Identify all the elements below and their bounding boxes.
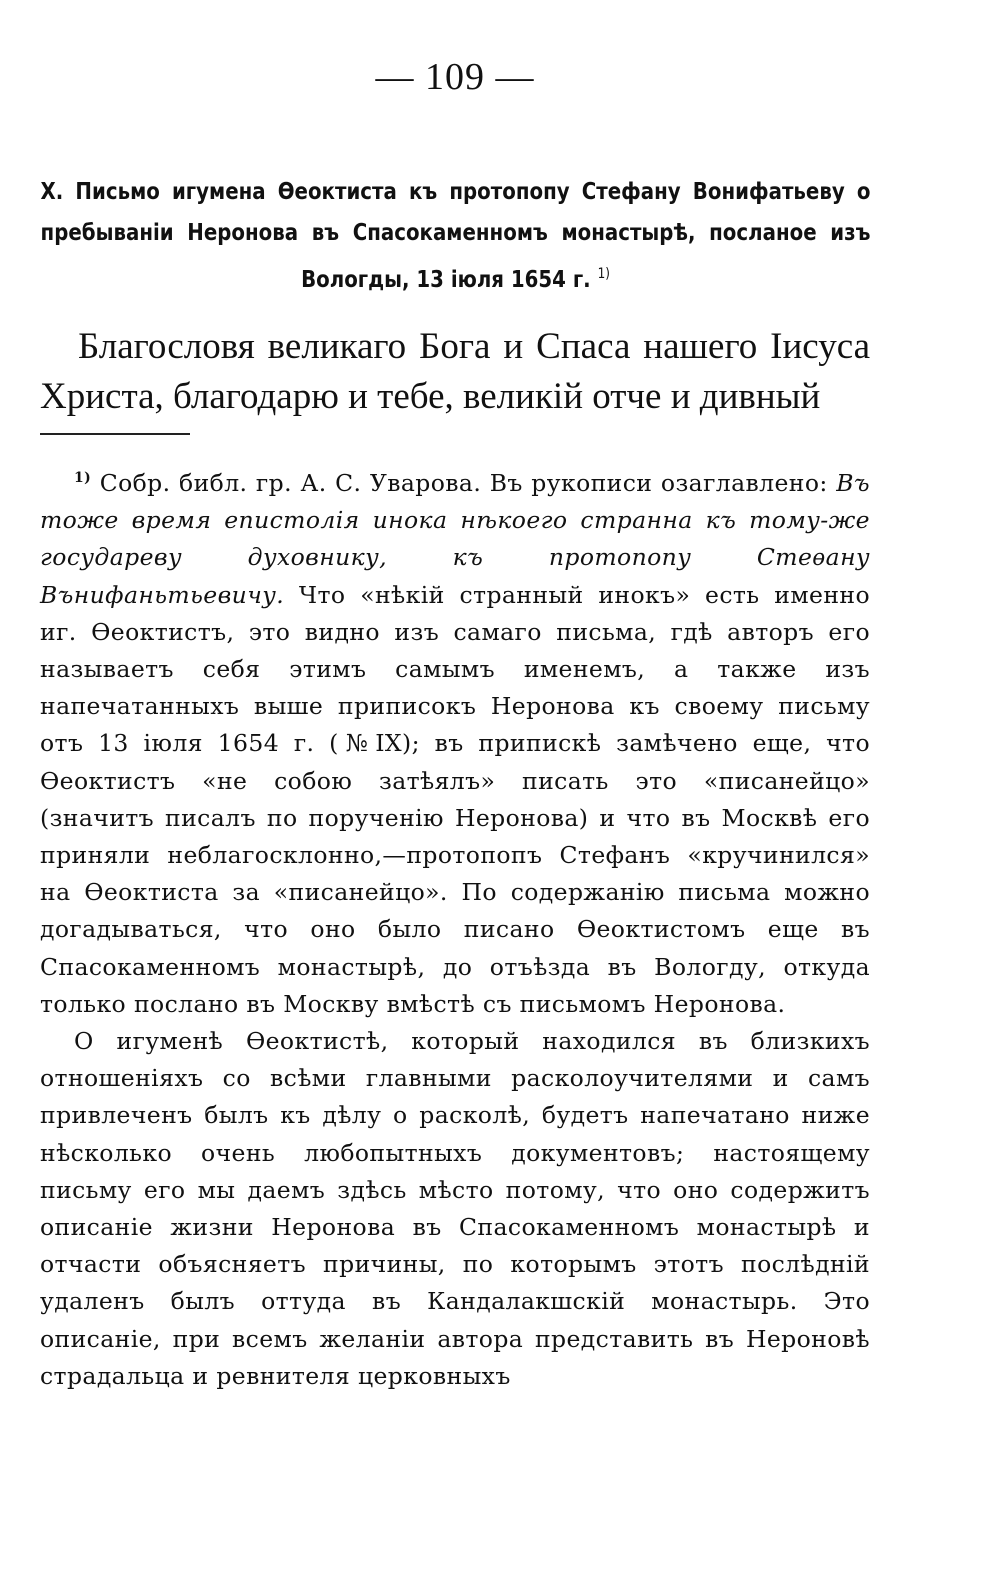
- body-paragraph: Благословя великаго Бога и Спаса нашего Іисуса Христа, благодарю и тебе, великій отче и дивный: [40, 326, 870, 417]
- footnote-text-rest: Что «нѣкій странный инокъ» есть именно иг. Ѳеоктистъ, это видно изъ самаго письма, гдѣ авторъ его называетъ себя этимъ самымъ именемъ, а также изъ напечатанныхъ выше приписокъ Неронова къ своему письму отъ 13 іюля 1654 г. (№IX); въ припискѣ замѣчено еще, что Ѳеоктистъ «не собою затѣялъ» писать это «писанейцо» (значитъ писалъ по порученію Неронова) и что въ Москвѣ его приняли неблагосклонно,—протопопъ Стефанъ «кручинился» на Ѳеоктиста за «писанейцо». По содержанію письма можно догадываться, что оно было писано Ѳеоктистомъ еще въ Спасокаменномъ монастырѣ, до отъѣзда въ Вологду, откуда только послано въ Москву вмѣстѣ съ письмомъ Неронова.: [40, 580, 870, 1018]
- section-heading: [41, 172, 871, 301]
- footnote-manuscript-title: Въ тоже время епистолія инока нѣкоего странна къ тому-же государеву духовнику, къ протопопу Стеѳану Вънифаньтьевичу.: [40, 469, 870, 609]
- footnote-mark: 1): [74, 470, 92, 486]
- footnote-paragraph-1: [40, 460, 870, 1023]
- heading-text: X. Письмо игумена Ѳеоктиста къ протопопу Стефану Вонифатьеву о пребываніи Неронова въ Спасокаменномъ монастырѣ, посланое изъ Вологды, 13 іюля 1654 г.: [40, 179, 871, 293]
- footnote-paragraph-2: О игуменѣ Ѳеоктистѣ, который находился въ близкихъ отношеніяхъ со всѣми главными расколоучителями и самъ привлеченъ былъ къ дѣлу о расколѣ, будетъ напечатано ниже нѣсколько очень любопытныхъ документовъ; настоящему письму его мы даемъ здѣсь мѣсто потому, что оно содержитъ описаніе жизни Неронова въ Спасокаменномъ монастырѣ и отчасти объясняетъ причины, по которымъ этотъ послѣдній удаленъ былъ оттуда въ Кандалакшскій монастырь. Это описаніе, при всемъ желаніи автора представить въ Нероновѣ страдальца и ревнителя церковныхъ: [40, 1027, 870, 1390]
- footnote-text-start: Собр. библ. гр. А. С. Уварова. Въ рукописи озаглавлено:: [91, 469, 837, 497]
- footnote: [40, 460, 870, 1395]
- footnote-separator: [40, 433, 190, 435]
- heading-footnote-mark: 1): [597, 266, 610, 282]
- document-page: [40, 0, 870, 1585]
- page-number: — 109 —: [375, 56, 535, 98]
